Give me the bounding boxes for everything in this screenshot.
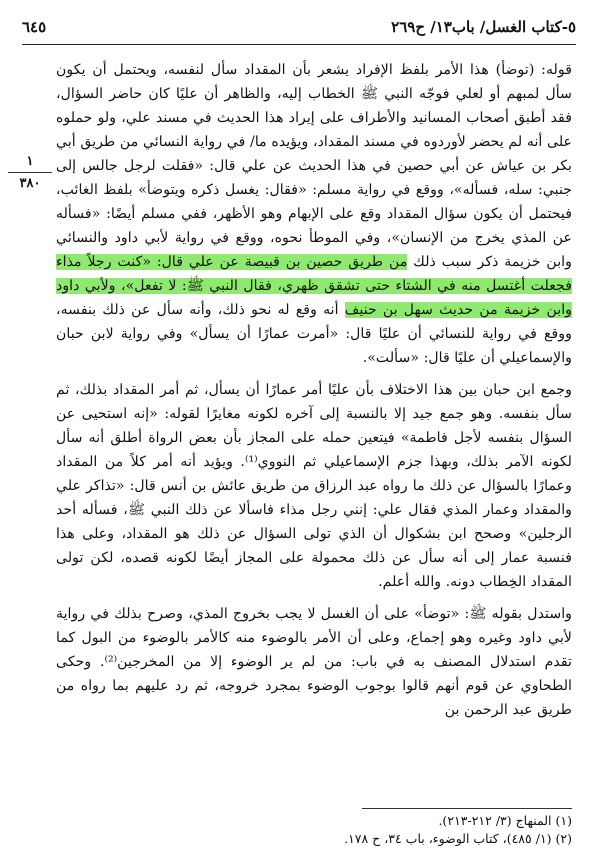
paragraph-intro [56,58,572,370]
page-header [22,12,576,42]
footnote-1: (١) المنهاج (٣/ ٢١٢-٢١٣). [438,813,572,828]
margin-volume-number: ١ [26,154,34,169]
page-number: ٦٤٥ [22,18,47,36]
footnotes [56,812,572,848]
margin-rule [8,172,52,173]
paragraph-reconciliation: وجمع ابن حبان بين هذا الاختلاف بأن عليًا أمر عمارًا أن يسأل، ثم أمر المقداد بذلك، ثم سأل بنفسه. وهو جمع جيد إلا بالنسبة إلى آخره لكونه مغايرًا لقوله: «إنه استحيى عن السؤال بنفسه لأجل فاطمة» فيتعين حمله على المجاز بأن بعض الرواة أطلق أنه سأل لكونه الآمر بذلك، وبهذا جزم الإسماعيلي ثم النووي⁽¹⁾. ويؤيد أنه أمر كلاً من المقداد وعمارًا بالسؤال عن ذلك ما رواه عبد الرزاق من طريق عائش بن أنس قال: «تذاكر علي والمقداد وعمار المذي فقال علي: إنني رجل مذاء فاسألا عن ذلك النبي ﷺ، فسأله أحد الرجلين» وصحح ابن بشكوال أن الذي تولى السؤال عن ذلك هو المقداد، وعلى هذا فنسبة عمار إلى أنه سأل عن ذلك محمولة على المجاز أيضًا لكونه قصده، لكن تولى المقداد الخِطاب دونه. والله أعلم. [56,382,572,590]
running-title: ٥-كتاب الغسل/ باب١٣/ ح٢٦٩ [391,18,576,36]
footnote-rule [362,808,572,809]
paragraph-text: قوله: (توضأ) هذا الأمر بلفظ الإفراد يشعر بأن المقداد سأل لنفسه، ويحتمل أن يكون سأل لمبهم أو لعلي فوجّه النبي ﷺ الخطاب إليه، والظاهر أن عليًا كان حاضر السؤال، فقد أطبق أصحاب المسانيد والأطراف على إيراد هذا الحديث في مسند علي، ولو حملوه على أنه لم يحضر لأوردوه في مسند المقداد، ويؤيده ما/ في رواية النسائي من طريق أبي بكر بن عياش عن أبي حصين في هذا الحديث عن علي قال: «فقلت لرجل جالس إلى جنبي: سله، فسأله»، ووقع في رواية مسلم: «فقال: يغسل ذكره ويتوضأ» بلفظ الغائب، فيحتمل أن يكون سؤال المقداد وقع على الإبهام وهو الأظهر، ففي مسلم أيضًا: «فسأله عن المذي يخرج من الإنسان»، وفي الموطأ نحوه، ووقع في رواية لأبي داود والنسائي وابن خزيمة ذكر سبب ذلك [56,62,572,270]
highlighted-passage: من طريق حصين بن قبيصة عن علي قال: «كنت رجلاً مذاء فجعلت أغتسل منه في الشتاء حتى تشقق ظهري، فقال النبي ﷺ: لا تفعل»، ولأبي داود وابن خزيمة من حديث سهل بن حنيف [56,254,572,318]
header-rule [22,44,576,45]
footnote-2: (٢) (١/ ٤٨٥)، كتاب الوضوء، باب ٣٤، ح ١٧٨. [344,831,572,846]
margin-page-reference: ٣٨٠ [19,176,41,191]
paragraph-text: أنه وقع له نحو ذلك، وأنه سأل عن ذلك بنفسه، ووقع في رواية للنسائي أن عليًا قال: «أمرت عمارًا أن يسأل» وفي رواية لابن حبان والإسماعيلي أن عليًا قال: «سألت». [56,302,572,366]
main-text [56,58,572,730]
paragraph-inference: واستدل بقوله ﷺ: «توضأ» على أن الغسل لا يجب بخروج المذي، وصرح بذلك في رواية لأبي داود وغيره وهو إجماع، وعلى أن الأمر بالوضوء منه كالأمر بالوضوء من البول كما تقدم استدلال المصنف به في باب: من لم ير الوضوء إلا من المخرجين⁽²⁾. وحكى الطحاوي عن قوم أنهم قالوا بوجوب الوضوء بمجرد خروجه، ثم رد عليهم بما رواه من طريق عبد الرحمن بن [56,606,572,718]
